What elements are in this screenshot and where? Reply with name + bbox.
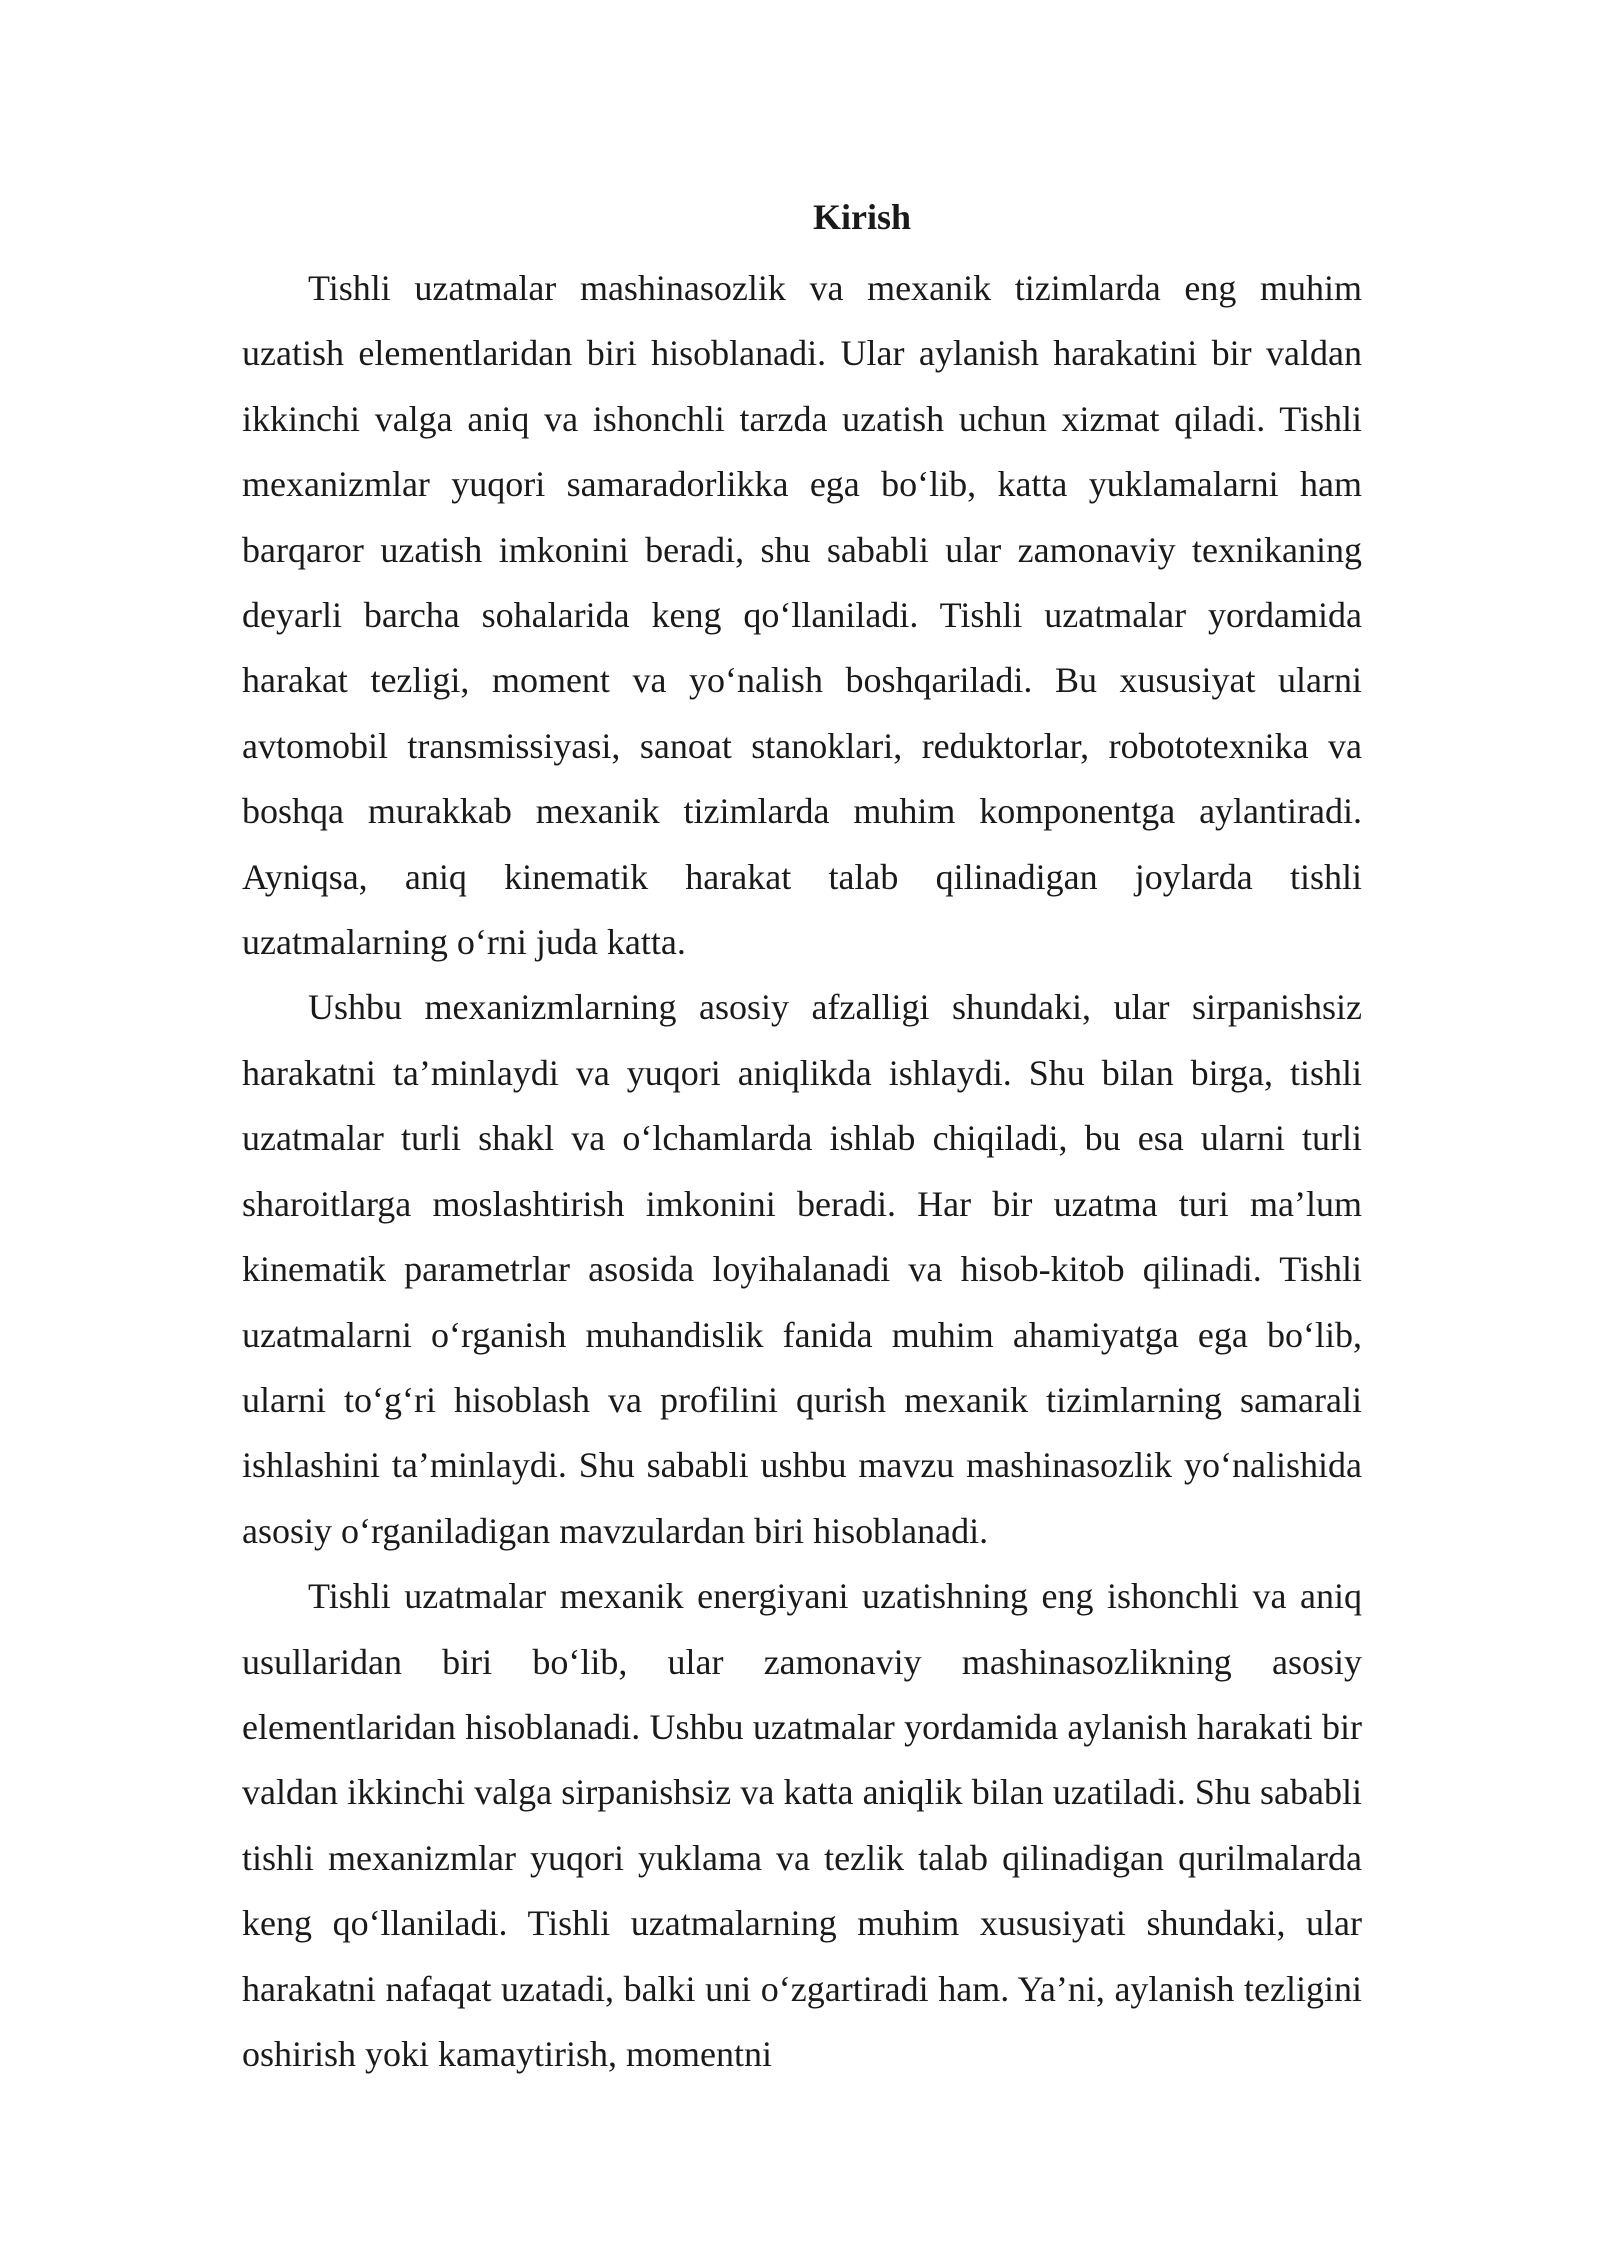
paragraph-2: Ushbu mexanizmlarning asosiy afzalligi shundaki, ular sirpanishsiz harakatni ta’minlaydi va yuqori aniqlikda ishlaydi. Shu bilan birga, tishli uzatmalar turli shakl va o‘lchamlarda ishlab chiqiladi, bu esa ularni turli sharoitlarga moslashtirish imkonini beradi. Har bir uzatma turi ma’lum kinematik parametrlar asosida loyihalanadi va hisob-kitob qilinadi. Tishli uzatmalarni o‘rganish muhandislik fanida muhim ahamiyatga ega bo‘lib, ularni to‘g‘ri hisoblash va profilini qurish mexanik tizimlarning samarali ishlashini ta’minlaydi. Shu sababli ushbu mavzu mashinasozlik yo‘nalishida asosiy o‘rganiladigan mavzulardan biri hisoblanadi. (242, 987, 1362, 1551)
paragraph-1: Tishli uzatmalar mashinasozlik va mexanik tizimlarda eng muhim uzatish elementlaridan biri hisoblanadi. Ular aylanish harakatini bir valdan ikkinchi valga aniq va ishonchli tarzda uzatish uchun xizmat qiladi. Tishli mexanizmlar yuqori samaradorlikka ega bo‘lib, katta yuklamalarni ham barqaror uzatish imkonini beradi, shu sababli ular zamonaviy texnikaning deyarli barcha sohalarida keng qo‘llaniladi. Tishli uzatmalar yordamida harakat tezligi, moment va yo‘nalish boshqariladi. Bu xususiyat ularni avtomobil transmissiyasi, sanoat stanoklari, reduktorlar, robototexnika va boshqa murakkab mexanik tizimlarda muhim komponentga aylantiradi. Ayniqsa, aniq kinematik harakat talab qilinadigan joylarda tishli uzatmalarning o‘rni juda katta. (242, 268, 1362, 963)
paragraph-3: Tishli uzatmalar mexanik energiyani uzatishning eng ishonchli va aniq usullaridan biri bo‘lib, ular zamonaviy mashinasozlikning asosiy elementlaridan hisoblanadi. Ushbu uzatmalar yordamida aylanish harakati bir valdan ikkinchi valga sirpanishsiz va katta aniqlik bilan uzatiladi. Shu sababli tishli mexanizmlar yuqori yuklama va tezlik talab qilinadigan qurilmalarda keng qo‘llaniladi. Tishli uzatmalarning muhim xususiyati shundaki, ular harakatni nafaqat uzatadi, balki uni o‘zgartiradi ham. Ya’ni, aylanish tezligini oshirish yoki kamaytirish, momentni (242, 1576, 1362, 2074)
document-page (242, 192, 1362, 2087)
document-title: Kirish (812, 197, 911, 237)
